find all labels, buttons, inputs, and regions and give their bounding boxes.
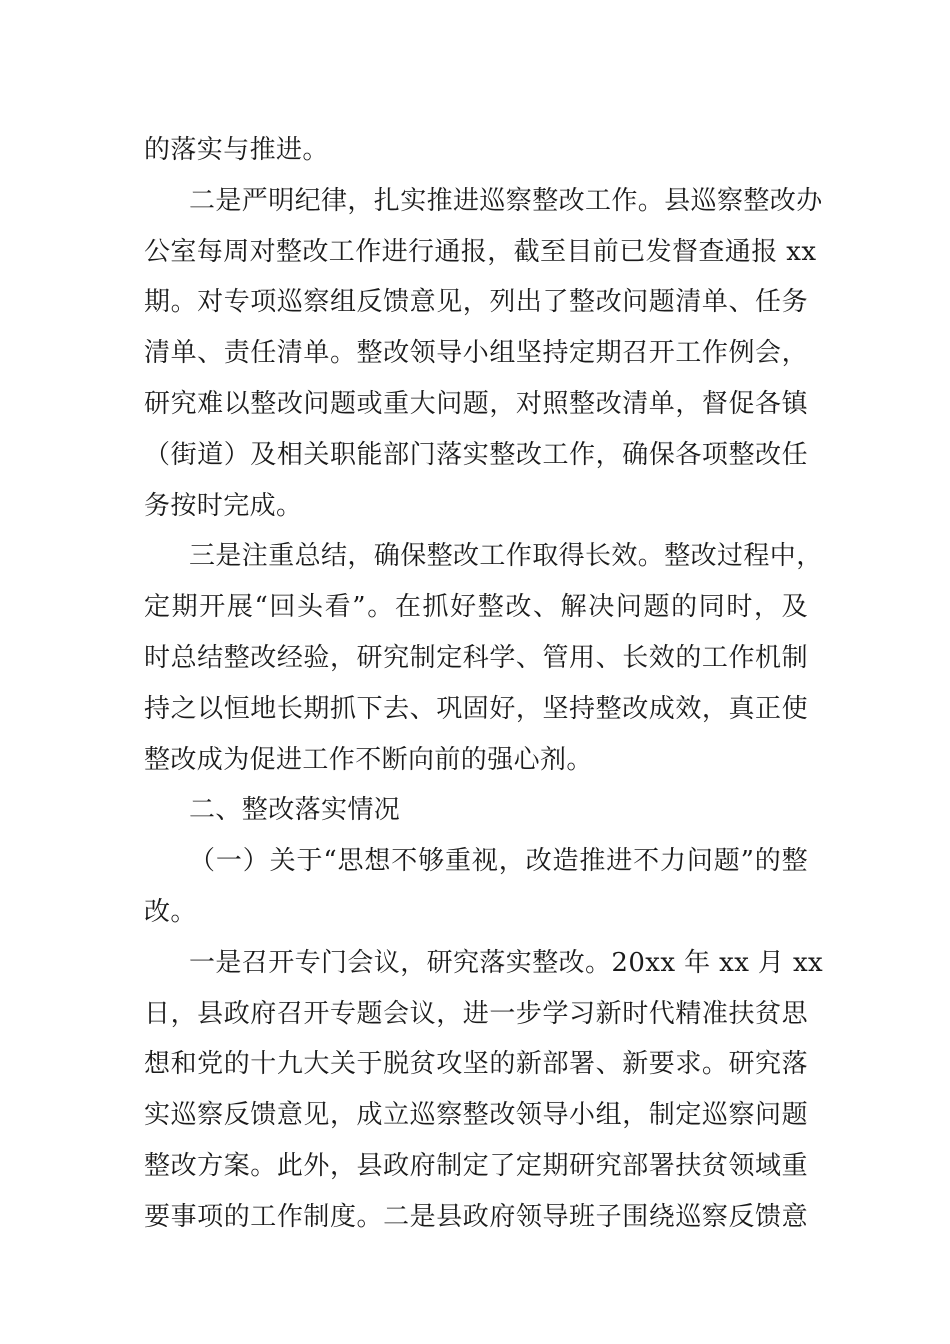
subsection-heading: （一）关于“思想不够重视，改造推进不力问题”的整 <box>189 846 808 877</box>
paragraph-line: 实巡察反馈意见，成立巡察整改领导小组，制定巡察问题 <box>144 1100 808 1131</box>
paragraph-line: 三是注重总结，确保整改工作取得长效。整改过程中， <box>189 541 823 572</box>
paragraph-line: 时总结整改经验，研究制定科学、管用、长效的工作机制 <box>144 642 808 673</box>
paragraph-line: 整改方案。此外，县政府制定了定期研究部署扶贫领域重 <box>144 1150 808 1181</box>
paragraph-line: 要事项的工作制度。二是县政府领导班子围绕巡察反馈意 <box>144 1201 808 1232</box>
paragraph-line: 的落实与推进。 <box>144 135 329 165</box>
section-heading: 二、整改落实情况 <box>189 795 401 826</box>
paragraph-line: （街道）及相关职能部门落实整改工作，确保各项整改任 <box>144 439 808 470</box>
paragraph-line: 一是召开专门会议，研究落实整改。20xx 年 xx 月 xx <box>189 947 824 978</box>
paragraph-line: 清单、责任清单。整改领导小组坚持定期召开工作例会， <box>144 338 808 369</box>
paragraph-line: 二是严明纪律，扎实推进巡察整改工作。县巡察整改办 <box>189 185 823 216</box>
document-body <box>144 125 824 1243</box>
paragraph-line: 日，县政府召开专题会议，进一步学习新时代精准扶贫思 <box>144 998 808 1029</box>
paragraph-line: 务按时完成。 <box>144 490 303 521</box>
paragraph-line: 整改成为促进工作不断向前的强心剂。 <box>144 744 593 775</box>
subsection-heading-end: 改。 <box>144 896 197 927</box>
paragraph-line: 定期开展“回头看”。在抓好整改、解决问题的同时，及 <box>144 592 808 623</box>
paragraph-line: 想和党的十九大关于脱贫攻坚的新部署、新要求。研究落 <box>144 1049 808 1080</box>
paragraph-line: 公室每周对整改工作进行通报，截至目前已发督查通报 xx <box>144 236 817 267</box>
paragraph-line: 研究难以整改问题或重大问题，对照整改清单，督促各镇 <box>144 388 808 419</box>
paragraph-line: 期。对专项巡察组反馈意见，列出了整改问题清单、任务 <box>144 287 808 318</box>
paragraph-line: 持之以恒地长期抓下去、巩固好，坚持整改成效，真正使 <box>144 693 808 724</box>
